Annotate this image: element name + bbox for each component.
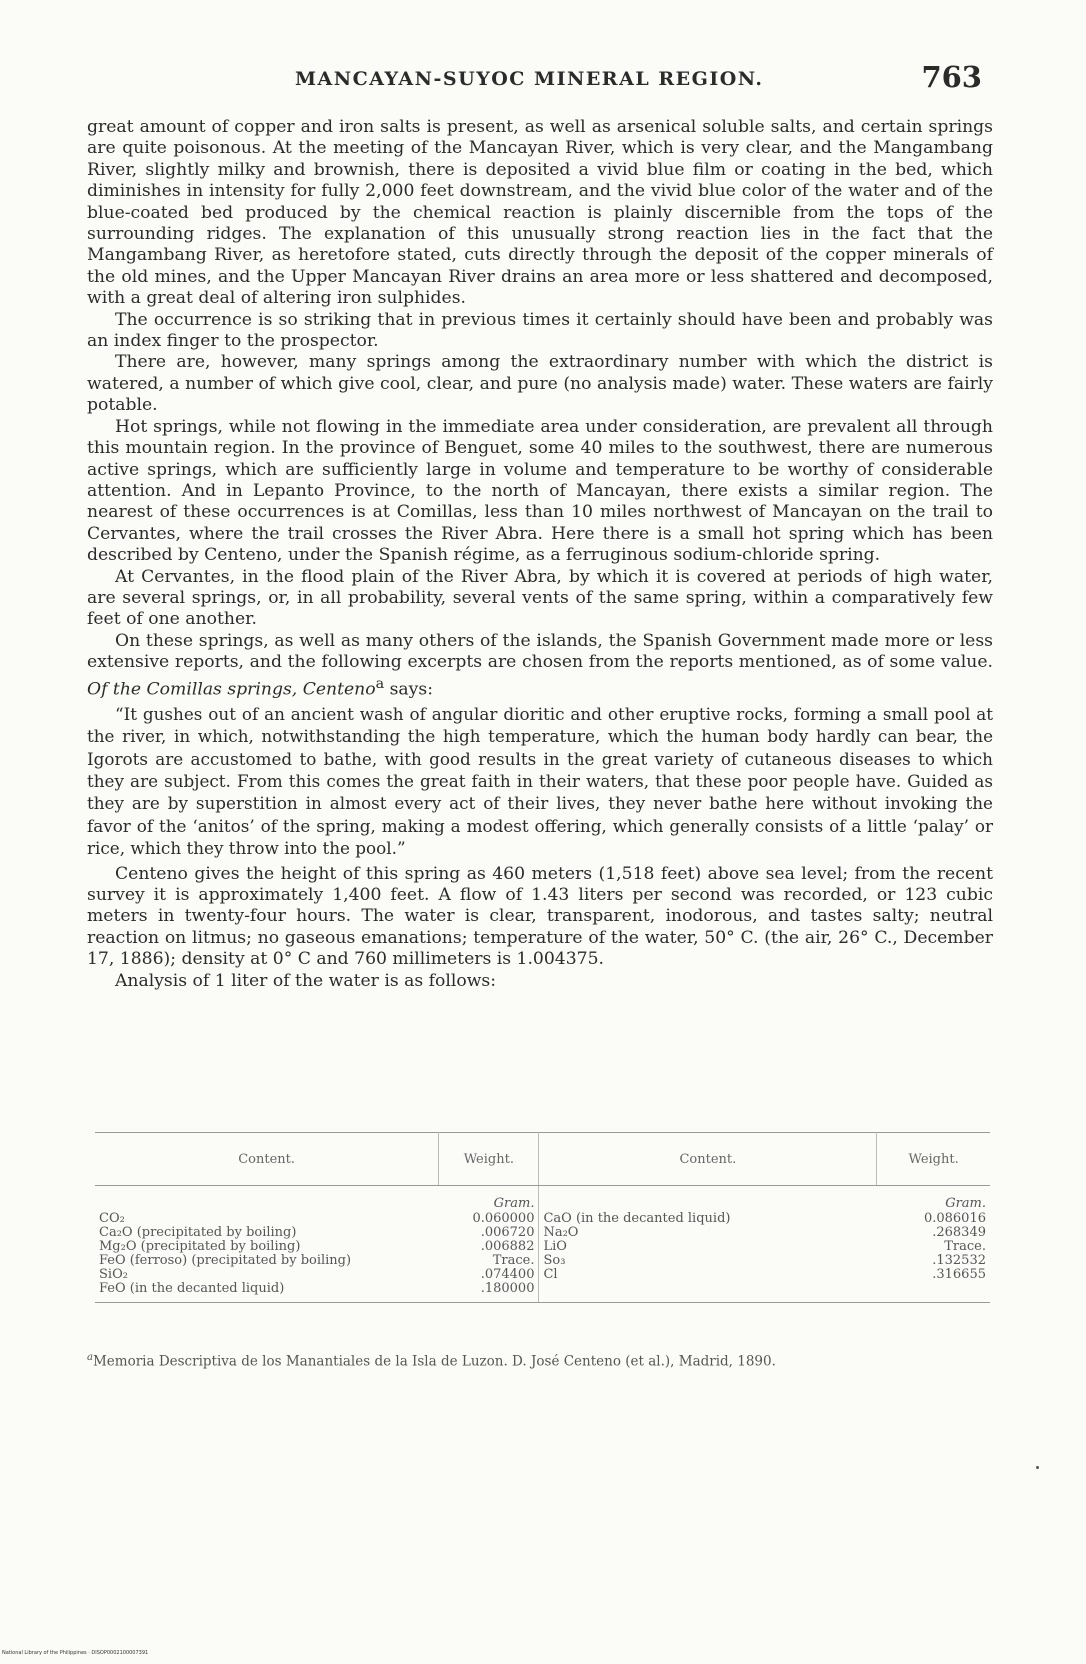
unit-row [95, 1186, 990, 1213]
unit-label: Gram. [439, 1186, 539, 1213]
body-text [87, 117, 993, 992]
paragraph-6 [87, 631, 993, 701]
content-cell: SiO₂ [99, 1267, 128, 1282]
weight-cell: .132532 [932, 1253, 986, 1268]
paragraph-8: Analysis of 1 liter of the water is as follows: [115, 970, 497, 991]
footnote-text: Memoria Descriptiva de los Manantiales de la Isla de Luzon. D. José Centeno (et al.), Madrid, 1890. [92, 1353, 776, 1370]
weight-cell: .006882 [439, 1240, 539, 1254]
content-cell: Mg₂O (precipitated by boiling) [99, 1239, 301, 1254]
content-cell: So₃ [543, 1253, 566, 1268]
weight-cell: .268349 [932, 1225, 986, 1240]
analysis-table [95, 1132, 990, 1303]
unit-label: Gram. [945, 1196, 986, 1211]
table-header-cell: Weight. [877, 1133, 990, 1186]
content-cell: Cl [543, 1267, 558, 1282]
content-cell: LiO [543, 1239, 567, 1254]
weight-cell: 0.086016 [923, 1211, 986, 1226]
paragraph-6-italic: Of the Comillas springs, Centeno [87, 679, 376, 700]
paragraph-4: Hot springs, while not flowing in the immediate area under consideration, are prevalent all through this mountain region. In the province of Benguet, some 40 miles to the southwest, there are numerous active springs, which are sufficiently large in volume and temperature to be worthy of considerable attention. And in Lepanto Province, to the north of Mancayan, there exists a similar region. The nearest of these occurrences is at Comillas, less than 10 miles northwest of Mancayan on the trail to Cervantes, where the trail crosses the River Abra. Here there is a small hot spring which has been described by Centeno, under the Spanish régime, as a ferruginous sodium-chloride spring. [87, 416, 993, 566]
weight-cell: .006720 [439, 1226, 539, 1240]
weight-cell: Trace. [439, 1254, 539, 1268]
weight-cell [877, 1282, 990, 1303]
footnote [87, 1349, 993, 1371]
table-header-row [95, 1133, 990, 1186]
paragraph-1: great amount of copper and iron salts is present, as well as arsenical soluble salts, and certain springs are quite poisonous. At the meeting of the Mancayan River, which is very clear, and the Mangambang River, slightly milky and brownish, there is deposited a vivid blue film or coating in the bed, which diminishes in intensity for fully 2,000 feet downstream, and the vivid blue color of the water and of the blue-coated bed produced by the chemical reaction is plainly discernible from the tops of the surrounding ridges. The explanation of this unusually strong reaction lies in the fact that the Mangambang River, as heretofore stated, cuts directly through the deposit of the copper minerals of the old mines, and the Upper Mancayan River drains an area more or less shattered and decomposed, with a great deal of altering iron sulphides. [87, 117, 993, 309]
block-quote [87, 704, 993, 861]
running-title: MANCAYAN-SUYOC MINERAL REGION. [295, 68, 764, 90]
paragraph-6-end: says: [384, 679, 433, 700]
weight-cell: Trace. [944, 1239, 986, 1254]
content-cell: Na₂O [543, 1225, 579, 1240]
table-row [95, 1212, 990, 1226]
paragraph-7: Centeno gives the height of this spring as 460 meters (1,518 feet) above sea level; from the recent survey it is approximately 1,400 feet. A flow of 1.43 liters per second was recorded, or 123 cubic meters in twenty-four hours. The water is clear, transparent, inodorous, and tastes salty; neutral reaction on litmus; no gaseous emanations; temperature of the water, 50° C. (the air, 26° C., December 17, 1886); density at 0° C and 760 millimeters is 1.004375. [87, 863, 993, 970]
table-header-cell: Content. [539, 1133, 877, 1186]
footnote-reference: a [375, 675, 385, 692]
table-row [95, 1282, 990, 1303]
weight-cell: .074400 [439, 1268, 539, 1282]
paragraph-2: The occurrence is so striking that in previous times it certainly should have been and probably was an index finger to the prospector. [87, 309, 993, 352]
weight-cell: .180000 [439, 1282, 539, 1303]
content-cell: FeO (in the decanted liquid) [95, 1282, 439, 1303]
running-header [90, 62, 1000, 102]
table-row [95, 1226, 990, 1240]
quote-text: “It gushes out of an ancient wash of angular dioritic and other eruptive rocks, forming a small pool at the river, in which, notwithstanding the high temperature, which the human body hardly can bear, the Igorots are accustomed to bathe, with good results in the great variety of cutaneous diseases to which they are subject. From this comes the great faith in their waters, that these poor people have. Guided as they are by superstition in almost every act of their lives, they never bathe here without invoking the favor of the ‘anitos’ of the spring, making a modest offering, which generally consists of a little ‘palay’ or rice, which they throw into the pool.” [87, 703, 993, 859]
table-header-cell: Content. [95, 1133, 439, 1186]
weight-cell: .316655 [932, 1267, 986, 1282]
content-cell [539, 1282, 877, 1303]
weight-cell: 0.060000 [439, 1212, 539, 1226]
table-header-cell: Weight. [439, 1133, 539, 1186]
table-row [95, 1240, 990, 1254]
content-cell: FeO (ferroso) (precipitated by boiling) [99, 1253, 352, 1268]
library-stamp: National Library of the Philippines · DISOP0002100007391 [2, 1650, 149, 1656]
paragraph-6-text: On these springs, as well as many others of the islands, the Spanish Government made more or less extensive reports, and the following excerpts are chosen from the reports mentioned, as of some value. [87, 630, 993, 673]
content-cell: CO₂ [99, 1211, 125, 1226]
content-cell: Ca₂O (precipitated by boiling) [99, 1225, 297, 1240]
content-cell: CaO (in the decanted liquid) [543, 1211, 731, 1226]
table-row [95, 1254, 990, 1268]
page-number: 763 [921, 60, 982, 94]
paragraph-5: At Cervantes, in the flood plain of the River Abra, by which it is covered at periods of high water, are several springs, or, in all probability, several vents of the same spring, within a comparatively few feet of one another. [87, 566, 993, 630]
table-row [95, 1268, 990, 1282]
footnote-mark: a [87, 1352, 93, 1363]
paragraph-3: There are, however, many springs among the extraordinary number with which the district is watered, a number of which give cool, clear, and pure (no analysis made) water. These waters are fairly potable. [87, 352, 993, 416]
scan-speck [1036, 1466, 1039, 1469]
